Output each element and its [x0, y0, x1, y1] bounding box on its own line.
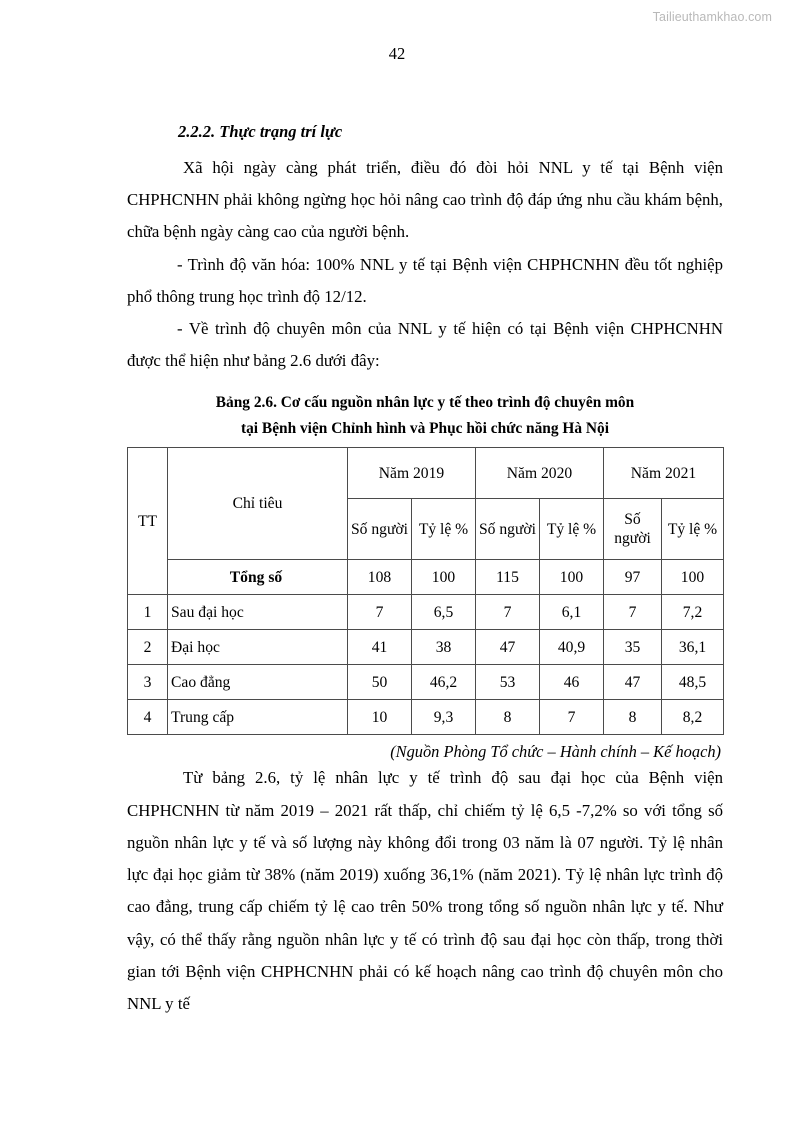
- total-count-2021: 97: [604, 560, 662, 595]
- table-row: [128, 700, 724, 735]
- header-year-2020: Năm 2020: [476, 448, 604, 499]
- header-criteria: Chỉ tiêu: [168, 448, 348, 560]
- row-tt: 1: [128, 595, 168, 630]
- header-year-2021: Năm 2021: [604, 448, 724, 499]
- row-label: Trung cấp: [168, 700, 348, 735]
- section-heading: 2.2.2. Thực trạng trí lực: [178, 122, 343, 141]
- total-count-2020: 115: [476, 560, 540, 595]
- row-percent-2019: 9,3: [412, 700, 476, 735]
- row-percent-2019: 38: [412, 630, 476, 665]
- total-percent-2021: 100: [662, 560, 724, 595]
- row-percent-2020: 46: [540, 665, 604, 700]
- row-label: Đại học: [168, 630, 348, 665]
- workforce-qualification-table: [127, 447, 724, 735]
- row-count-2020: 7: [476, 595, 540, 630]
- row-count-2019: 50: [348, 665, 412, 700]
- row-count-2021: 8: [604, 700, 662, 735]
- row-percent-2021: 8,2: [662, 700, 724, 735]
- paragraph-analysis: Từ bảng 2.6, tỷ lệ nhân lực y tế trình độ sau đại học của Bệnh viện CHPHCNHN từ năm 2019 – 2021 rất thấp, chỉ chiếm tỷ lệ 6,5 -7,2% so với tổng số nguồn nhân lực y tế và số lượng này không đổi trong 03 năm là 07 người. Tỷ lệ nhân lực đại học giảm từ 38% (năm 2019) xuống 36,1% (năm 2021). Tỷ lệ nhân lực trình độ cao đẳng, trung cấp chiếm tỷ lệ cao trên 50% trong tổng số nguồn nhân lực y tế. Như vậy, có thể thấy rằng nguồn nhân lực y tế có trình độ sau đại học còn thấp, trong thời gian tới Bệnh viện CHPHCNHN phải có kế hoạch nâng cao trình độ chuyên môn cho NNL y tế: [127, 768, 723, 1014]
- header-percent-2021: Tỷ lệ %: [662, 499, 724, 560]
- header-count-2021: Số người: [604, 499, 662, 560]
- total-count-2019: 108: [348, 560, 412, 595]
- row-count-2021: 35: [604, 630, 662, 665]
- row-percent-2021: 48,5: [662, 665, 724, 700]
- row-count-2019: 41: [348, 630, 412, 665]
- row-count-2020: 8: [476, 700, 540, 735]
- header-count-2019: Số người: [348, 499, 412, 560]
- table-caption: [127, 390, 723, 442]
- table-body: [128, 595, 724, 735]
- header-percent-2020: Tỷ lệ %: [540, 499, 604, 560]
- row-label: Sau đại học: [168, 595, 348, 630]
- row-count-2021: 7: [604, 595, 662, 630]
- total-percent-2019: 100: [412, 560, 476, 595]
- document-content: [127, 120, 723, 1020]
- header-percent-2019: Tỷ lệ %: [412, 499, 476, 560]
- row-count-2019: 7: [348, 595, 412, 630]
- table-source-note: (Nguồn Phòng Tổ chức – Hành chính – Kế hoạch): [390, 742, 721, 762]
- row-tt: 2: [128, 630, 168, 665]
- row-percent-2021: 36,1: [662, 630, 724, 665]
- table-caption-line-1: Bảng 2.6. Cơ cấu nguồn nhân lực y tế theo trình độ chuyên môn: [215, 393, 635, 411]
- page-number: 42: [388, 44, 406, 63]
- header-year-2019: Năm 2019: [348, 448, 476, 499]
- table-row: [128, 630, 724, 665]
- watermark-text: Tailieuthamkhao.com: [652, 10, 772, 24]
- paragraph-intro: Xã hội ngày càng phát triển, điều đó đòi hỏi NNL y tế tại Bệnh viện CHPHCNHN phải không ngừng học hỏi nâng cao trình độ đáp ứng nhu cầu khám bệnh, chữa bệnh ngày càng cao của người bệnh.: [127, 157, 723, 242]
- paragraph-education-level: - Trình độ văn hóa: 100% NNL y tế tại Bệnh viện CHPHCNHN đều tốt nghiệp phổ thông trung học trình độ 12/12.: [127, 254, 723, 306]
- row-percent-2021: 7,2: [662, 595, 724, 630]
- row-count-2019: 10: [348, 700, 412, 735]
- row-count-2020: 47: [476, 630, 540, 665]
- row-percent-2020: 6,1: [540, 595, 604, 630]
- row-tt: 3: [128, 665, 168, 700]
- row-tt: 4: [128, 700, 168, 735]
- row-count-2020: 53: [476, 665, 540, 700]
- row-label: Cao đẳng: [168, 665, 348, 700]
- row-percent-2019: 46,2: [412, 665, 476, 700]
- total-label: Tổng số: [168, 560, 348, 595]
- table-caption-line-2: tại Bệnh viện Chỉnh hình và Phục hồi chức năng Hà Nội: [240, 419, 609, 437]
- paragraph-professional-level: - Về trình độ chuyên môn của NNL y tế hiện có tại Bệnh viện CHPHCNHN được thể hiện như bảng 2.6 dưới đây:: [127, 319, 723, 371]
- total-percent-2020: 100: [540, 560, 604, 595]
- row-percent-2020: 7: [540, 700, 604, 735]
- row-percent-2019: 6,5: [412, 595, 476, 630]
- header-count-2020: Số người: [476, 499, 540, 560]
- table-header-row-years: [128, 448, 724, 499]
- table-row: [128, 665, 724, 700]
- row-count-2021: 47: [604, 665, 662, 700]
- row-percent-2020: 40,9: [540, 630, 604, 665]
- table-row-total: [128, 560, 724, 595]
- header-tt: TT: [128, 448, 168, 595]
- table-row: [128, 595, 724, 630]
